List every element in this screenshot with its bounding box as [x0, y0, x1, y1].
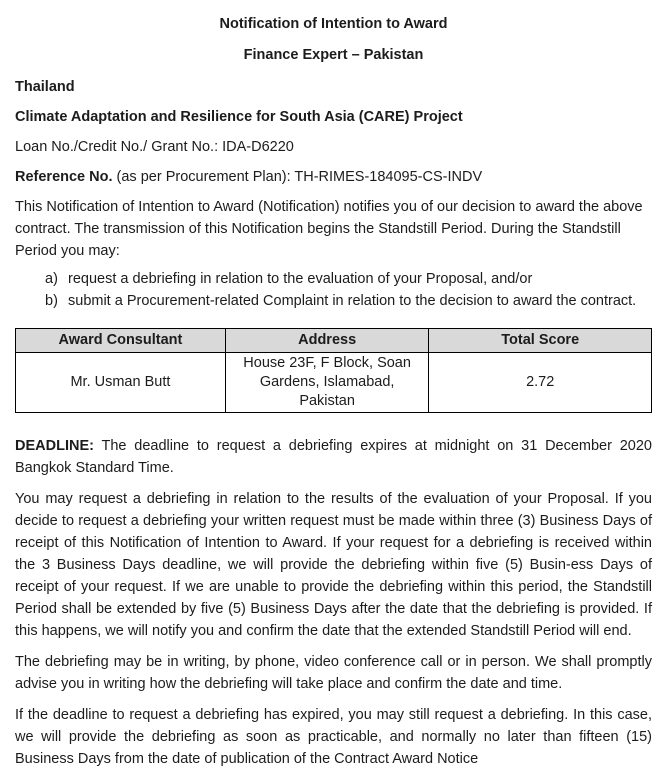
expired-deadline-paragraph: If the deadline to request a debriefing has expired, you may still request a debriefing. In this case, we will provide the debriefing as soon as practicable, and normally no later than fifteen (15) Business Days from the date of publication of the Contract Award Notice: [15, 707, 652, 767]
table-header-total-score: Total Score: [429, 329, 652, 353]
table-header-address: Address: [225, 329, 429, 353]
list-item-marker: a): [45, 271, 58, 287]
award-consultant-table: [15, 328, 652, 413]
cell-total-score: 2.72: [429, 353, 652, 413]
cell-consultant-address: House 23F, F Block, Soan Gardens, Islamabad, Pakistan: [225, 353, 429, 413]
standstill-options-list: [45, 268, 652, 312]
deadline-paragraph: [15, 435, 652, 479]
table-row: [16, 353, 652, 413]
table-header-award-consultant: Award Consultant: [16, 329, 226, 353]
document-page: [15, 13, 652, 770]
reference-line: [15, 166, 652, 188]
list-item-marker: b): [45, 293, 58, 309]
deadline-text: The deadline to request a debriefing expires at midnight on 31 December 2020 Bangkok Standard Time.: [15, 438, 652, 476]
country-line: Thailand: [15, 79, 75, 95]
list-item: [45, 268, 652, 290]
table-header-row: [16, 329, 652, 353]
project-name: Climate Adaptation and Resilience for South Asia (CARE) Project: [15, 109, 463, 125]
list-item-text: submit a Procurement-related Complaint in relation to the decision to award the contract.: [68, 293, 637, 309]
document-title: Notification of Intention to Award: [219, 16, 448, 32]
list-item-text: request a debriefing in relation to the evaluation of your Proposal, and/or: [68, 271, 533, 287]
spacer: [15, 423, 652, 435]
deadline-label: DEADLINE:: [15, 438, 94, 454]
intro-paragraph: This Notification of Intention to Award (Notification) notifies you of our decision to award the above contract. The transmission of this Notification begins the Standstill Period. During the Standstill Period you may:: [15, 199, 643, 259]
cell-consultant-name: Mr. Usman Butt: [16, 353, 226, 413]
list-item: [45, 290, 652, 312]
reference-value: (as per Procurement Plan): TH-RIMES-184095-CS-INDV: [112, 169, 483, 185]
reference-label: Reference No.: [15, 169, 113, 185]
loan-credit-grant-line: Loan No./Credit No./ Grant No.: IDA-D6220: [15, 139, 294, 155]
debriefing-request-paragraph: You may request a debriefing in relation to the results of the evaluation of your Proposal. If you decide to request a debriefing your written request must be made within three (3) Business Days of receipt of this Notification of Intention to Award. If your request for a debriefing is received within the 3 Business Days deadline, we will provide the debriefing within five (5) Busin-ess Days of receipt of your request. If we are unable to provide the debriefing within this period, the Standstill Period shall be extended by five (5) Business Days after the date that the debriefing is provided. If this happens, we will notify you and confirm the date that the extended Standstill Period will end.: [15, 491, 652, 639]
document-subtitle: Finance Expert – Pakistan: [243, 47, 424, 63]
debriefing-mode-paragraph: The debriefing may be in writing, by phone, video conference call or in person. We shall promptly advise you in writing how the debriefing will take place and confirm the date and time.: [15, 654, 652, 692]
